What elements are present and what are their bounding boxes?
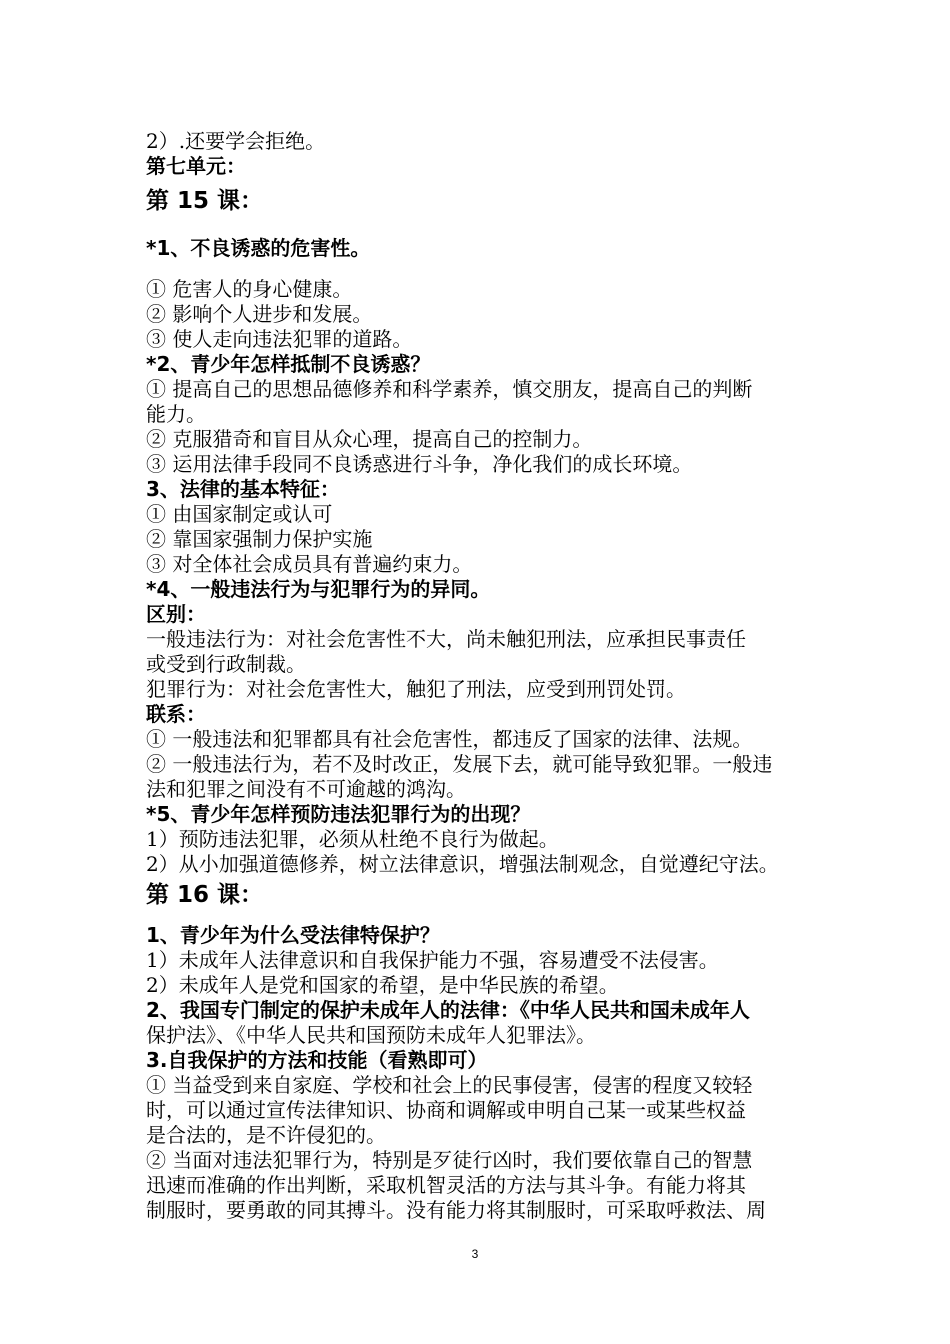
text-line: 能力。 [146, 402, 206, 426]
text-line: 制服时，要勇敢的同其搏斗。没有能力将其制服时，可采取呼救法、周 [146, 1198, 766, 1222]
text-line: ② 当面对违法犯罪行为，特别是歹徒行凶时，我们要依靠自己的智慧 [146, 1148, 753, 1172]
text-line: 2）.还要学会拒绝。 [146, 129, 326, 153]
text-line: ② 影响个人进步和发展。 [146, 302, 373, 326]
text-line: 保护法》、《中华人民共和国预防未成年人犯罪法》。 [146, 1023, 596, 1047]
text-line: ③ 使人走向违法犯罪的道路。 [146, 327, 413, 351]
question-heading: *2、青少年怎样抵制不良诱惑？ [146, 352, 431, 376]
text-line: ③ 对全体社会成员具有普遍约束力。 [146, 552, 473, 576]
question-heading: *4、一般违法行为与犯罪行为的异同。 [146, 577, 491, 601]
question-heading: 3、法律的基本特征： [146, 477, 340, 501]
text-line: ① 危害人的身心健康。 [146, 277, 353, 301]
text-line: ② 克服猎奇和盲目从众心理，提高自己的控制力。 [146, 427, 593, 451]
question-heading: 2、我国专门制定的保护未成年人的法律：《中华人民共和国未成年人 [146, 998, 750, 1022]
text-line: ② 靠国家强制力保护实施 [146, 527, 373, 551]
unit-heading: 第七单元： [146, 154, 246, 178]
text-line: ① 由国家制定或认可 [146, 502, 333, 526]
lesson-heading: 第 16 课： [146, 882, 264, 908]
text-line: 一般违法行为：对社会危害性不大，尚未触犯刑法，应承担民事责任 [146, 627, 746, 651]
subheading: 区别： [146, 602, 206, 626]
text-line: 犯罪行为：对社会危害性大，触犯了刑法，应受到刑罚处罚。 [146, 677, 686, 701]
text-line: 2）未成年人是党和国家的希望，是中华民族的希望。 [146, 973, 619, 997]
text-line: ① 提高自己的思想品德修养和科学素养，慎交朋友，提高自己的判断 [146, 377, 753, 401]
text-line: 迅速而准确的作出判断，采取机智灵活的方法与其斗争。有能力将其 [146, 1173, 746, 1197]
question-heading: 3.自我保护的方法和技能（看熟即可） [146, 1048, 488, 1072]
text-line: 法和犯罪之间没有不可逾越的鸿沟。 [146, 777, 466, 801]
text-line: ① 一般违法和犯罪都具有社会危害性，都违反了国家的法律、法规。 [146, 727, 753, 751]
text-line: ② 一般违法行为，若不及时改正，发展下去，就可能导致犯罪。一般违 [146, 752, 773, 776]
text-line: ① 当益受到来自家庭、学校和社会上的民事侵害，侵害的程度又较轻 [146, 1073, 753, 1097]
text-line: 时，可以通过宣传法律知识、协商和调解或申明自己某一或某些权益 [146, 1098, 746, 1122]
text-line: 或受到行政制裁。 [146, 652, 306, 676]
text-line: 1）预防违法犯罪，必须从杜绝不良行为做起。 [146, 827, 559, 851]
lesson-heading: 第 15 课： [146, 188, 264, 214]
question-heading: *1、不良诱惑的危害性。 [146, 236, 371, 260]
text-line: ③ 运用法律手段同不良诱惑进行斗争，净化我们的成长环境。 [146, 452, 693, 476]
text-line: 1）未成年人法律意识和自我保护能力不强，容易遭受不法侵害。 [146, 948, 719, 972]
page-number: 3 [471, 1247, 479, 1261]
subheading: 联系： [146, 702, 206, 726]
question-heading: 1、青少年为什么受法律特保护？ [146, 923, 440, 947]
question-heading: *5、青少年怎样预防违法犯罪行为的出现？ [146, 802, 531, 826]
text-line: 是合法的，是不许侵犯的。 [146, 1123, 386, 1147]
text-line: 2）从小加强道德修养，树立法律意识，增强法制观念，自觉遵纪守法。 [146, 852, 779, 876]
